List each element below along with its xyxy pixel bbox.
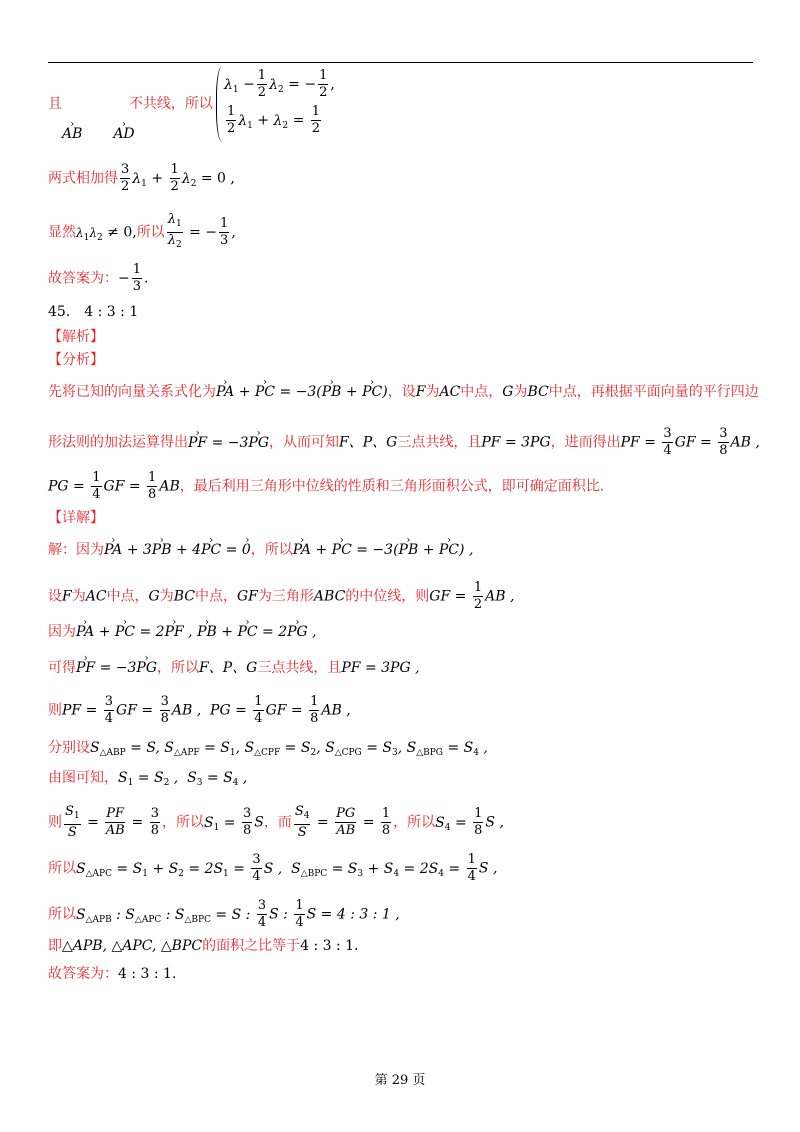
- analysis-text: ，从而可知: [269, 434, 340, 451]
- text-not-collinear: 不共线，所以: [128, 96, 213, 112]
- analysis-text: 为: [513, 384, 528, 400]
- detail-text: 中点，: [106, 588, 149, 605]
- detail-text: 即: [48, 938, 62, 954]
- analysis-text: ，进而得出: [550, 434, 621, 451]
- analysis-text: 三点共线，且: [397, 434, 482, 451]
- system-eq-2: $\frac{1}{2}$ $\lambda_1 + \lambda_2$ = $\frac{1}{2}$: [227, 104, 321, 136]
- detail-text: 由图可知，: [48, 770, 118, 786]
- detail-text: 设: [48, 588, 62, 605]
- detail-text: 故答案为：: [48, 966, 118, 982]
- system-brace: [216, 66, 223, 142]
- detail-line-1: 解：因为› PA + 3› PB + 4› PC = › 0，所以› PA + › PC = −3(› PB + › PC) ,: [48, 540, 473, 560]
- analysis-line-1: 先将已知的向量关系式化为› PA + › PC = −3(› PB + › PC)，设F为AC中点，G为BC中点，再根据平面向量的平行四边: [48, 382, 759, 402]
- detail-line-12: [48, 964, 176, 984]
- text-sum: 两式相加得: [48, 170, 118, 187]
- text-answer-label: 故答案为：: [48, 270, 118, 287]
- text-qie: 且: [48, 96, 62, 112]
- analysis-text: ，最后利用三角形中位线的性质和三角形面积公式，即可确定面积比.: [179, 478, 605, 495]
- detail-text: 所以: [48, 860, 76, 877]
- analysis-line-2: 形法则的加法运算得出› PF = −3› PG，从而可知F、P、G三点共线，且PF = 3PG，进而得出PF = $\frac{3}{4}$ GF = $\frac{3}{8}$ AB ,: [48, 426, 760, 459]
- question-45: [48, 302, 138, 322]
- detail-text: 则: [48, 702, 62, 719]
- detail-line-3: 因为› PA + › PC = 2› PF , › PB + › PC = 2› PG ,: [48, 622, 317, 642]
- detail-text: ，所以: [161, 814, 204, 831]
- detail-text: ，所以: [250, 542, 293, 558]
- line-obviously: 显然$\lambda_1\lambda_2 \ne 0$,所以 $\frac{\lambda_1}{\lambda_2}$ = − $\frac{1}{3}$ ,: [48, 212, 236, 250]
- label-jiexi: 【解析】: [48, 329, 104, 345]
- detail-text: ，所以: [157, 660, 200, 676]
- analysis-text: 为: [425, 384, 440, 400]
- detail-text: 为: [71, 588, 86, 605]
- system-eq-1: $\lambda_1$ − $\frac{1}{2}$ $\lambda_2$ = − $\frac{1}{2}$ ,: [224, 68, 335, 100]
- detail-line-7: 由图可知，$S_1 = S_2$ , $S_3 = S_4$ ,: [48, 770, 248, 788]
- detail-line-8: 则 $\frac{S_1}{S}$ = $\frac{PF}{AB}$ = $\frac{3}{8}$ ，所以$S_1$ = $\frac{3}{8}$ S，而 $\frac{S_4}{S}$ = $\frac{PG}{AB}$ = $\frac{1}{8}$ ，所以$S_4$ = $\frac{1}{8}$ S ,: [48, 804, 504, 840]
- detail-text: 为: [159, 588, 174, 605]
- analysis-text: 中点，: [460, 384, 503, 400]
- line-vectors-ab-ad: [62, 124, 135, 144]
- detail-line-9: 所以$S_{\triangle APC} = S_1 + S_2 = 2S_1$ = $\frac{3}{4}$ S , $S_{\triangle BPC} = S_3 + S_4 = 2S_4$ = $\frac{1}{4}$ S ,: [48, 852, 498, 884]
- question-number: 45．: [48, 304, 80, 320]
- detail-text: ，而: [263, 814, 292, 831]
- detail-text: 则: [48, 814, 62, 831]
- vector-ab: › AB: [62, 124, 82, 144]
- label-fenxi: 【分析】: [48, 352, 104, 368]
- detail-text: 三点共线，且: [257, 660, 342, 676]
- analysis-text: 形法则的加法运算得出: [48, 434, 188, 451]
- detail-line-11: 即△APB, △APC, △BPC的面积之比等于4 : 3 : 1.: [48, 938, 359, 954]
- detail-line-6: 分别设$S_{\triangle ABP} = S$, $S_{\triangle APF} = S_1$, $S_{\triangle CPF} = S_2$, $S_{\triangle CPG} = S_3$, $S_{\triangle BPG} = S_4$ ,: [48, 740, 488, 758]
- line-not-collinear: [48, 94, 213, 114]
- ratio-value: 4 : 3 : 1.: [300, 938, 359, 954]
- text-obviously: 显然: [48, 224, 76, 241]
- final-answer: 4 : 3 : 1.: [118, 966, 177, 982]
- detail-line-10: 所以$S_{\triangle APB}$ : $S_{\triangle APC}$ : $S_{\triangle BPC} = S$ : $\frac{3}{4}$ S : $\frac{1}{4}$ S = 4 : 3 : 1 ,: [48, 898, 400, 930]
- detail-text: 分别设: [48, 740, 90, 756]
- detail-text: 因为: [48, 624, 76, 640]
- label-xiangjie: 【详解】: [48, 510, 104, 526]
- detail-line-5: 则PF = $\frac{3}{4}$ GF = $\frac{3}{8}$ AB , PG = $\frac{1}{4}$ GF = $\frac{1}{8}$ AB ,: [48, 694, 351, 726]
- analysis-line-3: PG = $\frac{1}{4}$ GF = $\frac{1}{8}$ AB，最后利用三角形中位线的性质和三角形面积公式，即可确定面积比.: [48, 470, 605, 502]
- page-number: 第 29 页: [374, 1073, 426, 1088]
- question-answer: 4 : 3 : 1: [84, 304, 139, 320]
- analysis-text: ，设: [387, 384, 416, 400]
- analysis-text: 中点，再根据平面向量的平行四边: [548, 384, 759, 400]
- line-sum-equations: 两式相加得 $\frac{3}{2}$ $\lambda_1$ + $\frac{1}{2}$ $\lambda_2 = 0$ ,: [48, 162, 235, 194]
- detail-text: 可得: [48, 660, 76, 676]
- detail-text: 的面积之比等于: [202, 938, 301, 954]
- vector-ad: › AD: [113, 124, 134, 144]
- detail-text: 中点，: [195, 588, 237, 605]
- detail-line-4: 可得› PF = −3› PG，所以F、P、G三点共线，且PF = 3PG ,: [48, 658, 420, 678]
- detail-line-2: 设F为AC中点，G为BC中点，GF为三角形ABC的中位线，则GF = $\frac{1}{2}$ AB ,: [48, 580, 515, 612]
- detail-text: 所以: [48, 906, 76, 923]
- detail-text: 的中位线，则: [345, 588, 430, 605]
- analysis-text: 先将已知的向量关系式化为: [48, 384, 216, 400]
- detail-text: ，所以: [393, 814, 436, 831]
- detail-text: 解：因为: [48, 542, 104, 558]
- detail-text: 为三角形: [257, 588, 314, 605]
- text-so: 所以: [136, 224, 165, 241]
- line-answer-prev: 故答案为：− $\frac{1}{3}$ .: [48, 262, 149, 294]
- header-rule: [48, 62, 753, 63]
